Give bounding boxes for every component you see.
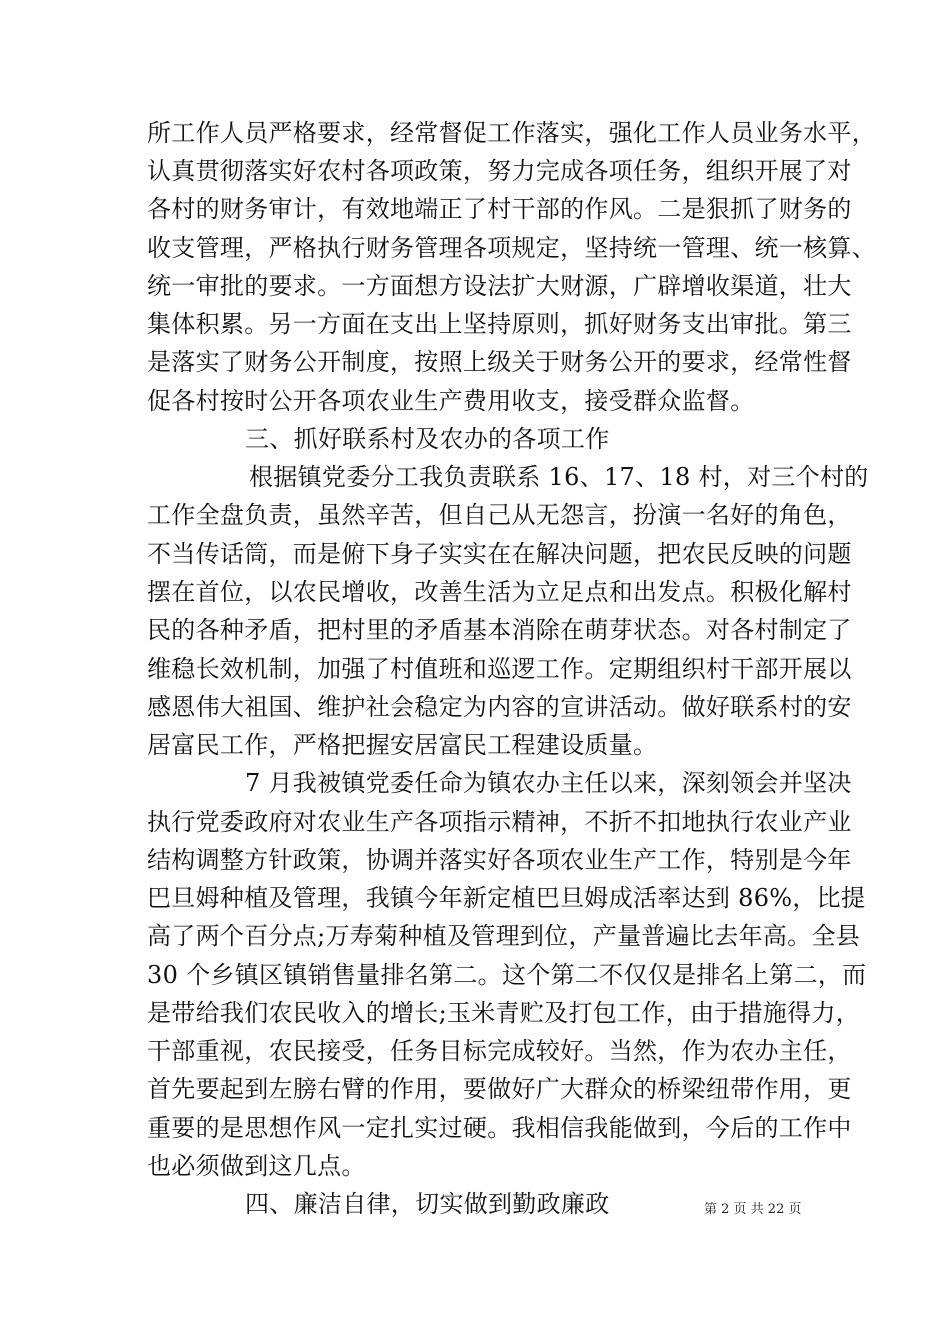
text-line: 所工作人员严格要求，经常督促工作落实，强化工作人员业务水平，	[147, 119, 876, 147]
text-line: 各村的财务审计，有效地端正了村干部的作风。二是狠抓了财务的	[147, 195, 852, 223]
text-line: 认真贯彻落实好农村各项政策，努力完成各项任务，组织开展了对	[147, 157, 852, 185]
section-heading: 四、廉洁自律，切实做到勤政廉政	[245, 1190, 610, 1218]
text-line: 重要的是思想作风一定扎实过硬。我相信我能做到，今后的工作中	[147, 1114, 852, 1142]
section-heading: 三、抓好联系村及农办的各项工作	[245, 425, 610, 453]
text-line: 集体积累。另一方面在支出上坚持原则，抓好财务支出审批。第三	[147, 310, 852, 338]
text-line: 30 个乡镇区镇销售量排名第二。这个第二不仅仅是排名上第二，而	[147, 961, 867, 989]
paragraph-first-line: 7 月我被镇党委任命为镇农办主任以来，深刻领会并坚决	[245, 769, 852, 797]
text-line: 不当传话筒，而是俯下身子实实在在解决问题，把农民反映的问题	[147, 540, 852, 568]
text-line: 统一审批的要求。一方面想方设法扩大财源，广辟增收渠道，壮大	[147, 272, 852, 300]
text-line: 首先要起到左膀右臂的作用，要做好广大群众的桥梁纽带作用，更	[147, 1075, 852, 1103]
text-line: 巴旦姆种植及管理，我镇今年新定植巴旦姆成活率达到 86%，比提	[147, 884, 866, 912]
text-line: 高了两个百分点;万寿菊种植及管理到位，产量普遍比去年高。全县	[147, 922, 861, 950]
text-line: 也必须做到这几点。	[147, 1152, 366, 1180]
text-line: 是带给我们农民收入的增长;玉米青贮及打包工作，由于措施得力，	[147, 999, 861, 1027]
paragraph-first-line: 根据镇党委分工我负责联系 16、17、18 村，对三个村的	[249, 463, 869, 491]
text-line: 收支管理，严格执行财务管理各项规定，坚持统一管理、统一核算、	[147, 234, 876, 262]
text-line: 工作全盘负责，虽然辛苦，但自己从无怨言，扮演一名好的角色，	[147, 501, 852, 529]
page-number: 第 2 页 共 22 页	[704, 1202, 802, 1217]
text-line: 居富民工作，严格把握安居富民工程建设质量。	[147, 731, 658, 759]
text-line: 结构调整方针政策，协调并落实好各项农业生产工作，特别是今年	[147, 846, 852, 874]
text-line: 感恩伟大祖国、维护社会稳定为内容的宣讲活动。做好联系村的安	[147, 693, 852, 721]
text-line: 是落实了财务公开制度，按照上级关于财务公开的要求，经常性督	[147, 348, 852, 376]
text-line: 促各村按时公开各项农业生产费用收支，接受群众监督。	[147, 387, 755, 415]
text-line: 维稳长效机制，加强了村值班和巡逻工作。定期组织村干部开展以	[147, 655, 852, 683]
text-line: 民的各种矛盾，把村里的矛盾基本消除在萌芽状态。对各村制定了	[147, 616, 852, 644]
text-line: 摆在首位，以农民增收，改善生活为立足点和出发点。积极化解村	[147, 578, 852, 606]
text-line: 执行党委政府对农业生产各项指示精神，不折不扣地执行农业产业	[147, 808, 852, 836]
text-line: 干部重视，农民接受，任务目标完成较好。当然，作为农办主任，	[147, 1037, 852, 1065]
